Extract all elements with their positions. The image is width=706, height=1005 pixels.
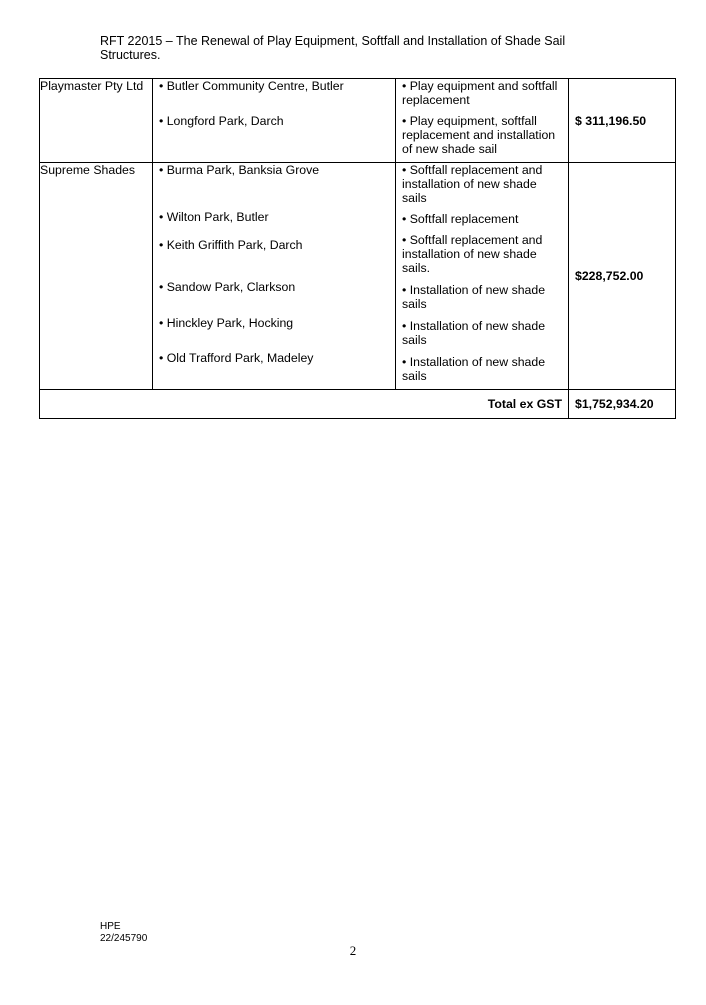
locations-cell [153,163,396,390]
price-cell: $ 311,196.50 [569,79,676,163]
table-row [40,163,676,390]
document-title: RFT 22015 – The Renewal of Play Equipment, Softfall and Installation of Shade Sail Structures. [100,34,566,62]
works-cell [396,79,569,163]
table-row [40,79,676,163]
price-cell: $228,752.00 [569,163,676,390]
location-item: • Hinckley Park, Hocking [159,316,294,330]
works-cell [396,163,569,390]
footer-reference [100,921,147,945]
total-value: $1,752,934.20 [569,390,676,419]
works-item: • Softfall replacement [402,212,519,226]
tender-table [39,78,676,419]
page-number: 2 [349,943,357,958]
works-item: • Installation of new shade sails [402,319,546,347]
contractor-cell: Supreme Shades [40,163,153,390]
total-label: Total ex GST [40,390,569,419]
works-item: • Play equipment, softfall replacement and installation of new shade sail [402,114,556,156]
works-item: • Installation of new shade sails [402,355,546,383]
location-item: • Sandow Park, Clarkson [159,280,296,294]
location-item: • Old Trafford Park, Madeley [159,351,314,365]
hpe-label: HPE [100,921,121,932]
works-item: • Installation of new shade sails [402,283,546,311]
hpe-number: 22/245790 [100,933,148,944]
works-item: • Play equipment and softfall replacement [402,79,558,107]
location-item: • Wilton Park, Butler [159,210,269,224]
works-item: • Softfall replacement and installation of new shade sails. [402,233,543,275]
location-item: • Burma Park, Banksia Grove [159,163,320,177]
location-item: • Butler Community Centre, Butler [159,79,344,93]
works-item: • Softfall replacement and installation of new shade sails [402,163,543,205]
document-header [100,34,580,62]
contractor-cell: Playmaster Pty Ltd [40,79,153,163]
location-item: • Keith Griffith Park, Darch [159,238,303,252]
locations-cell [153,79,396,163]
total-row [40,390,676,419]
location-item: • Longford Park, Darch [159,114,284,128]
